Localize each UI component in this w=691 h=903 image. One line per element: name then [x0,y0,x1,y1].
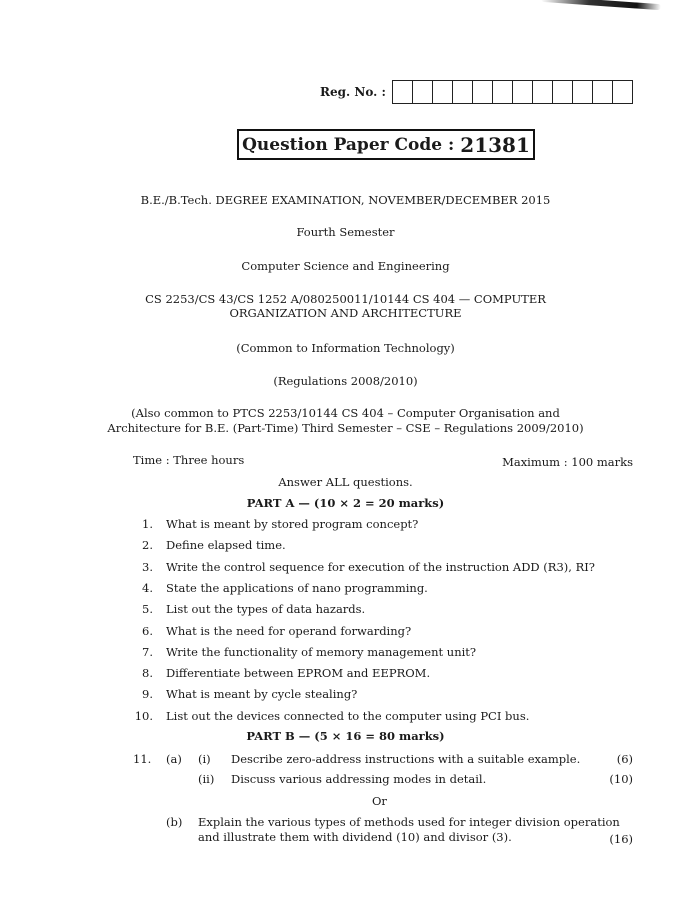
question-text: Write the control sequence for execution of the instruction ADD (R3), RI? [166,559,595,574]
reg-box [613,81,632,103]
question-number: 6. [142,623,153,638]
question-text: What is the need for operand forwarding? [166,623,412,638]
time: Time : Three hours [133,453,245,467]
regulations: (Regulations 2008/2010) [273,374,418,388]
question-number: 2. [142,538,153,553]
reg-label: Reg. No. : [320,85,386,99]
department: Computer Science and Engineering [241,259,450,273]
question-number: 1. [142,517,153,531]
question-number: 10. [134,708,153,723]
question-number: 8. [142,666,153,681]
question-text: What is meant by stored program concept? [166,517,419,531]
subject-line-1: CS 2253/CS 43/CS 1252 A/080250011/10144 CS 404 — COMPUTER [145,292,546,306]
question-number: 5. [142,602,153,617]
reg-box [553,81,573,103]
reg-box [473,81,493,103]
code-value: 21381 [460,132,530,157]
q11-a-i-label: (i) [198,752,211,766]
reg-box [453,81,473,103]
question-text: List out the devices connected to the computer using PCI bus. [166,708,530,723]
q11-b-marks: (16) [609,832,633,846]
max-marks: Maximum : 100 marks [502,455,633,469]
q11-a-ii-text: Discuss various addressing modes in detail. [231,772,487,786]
reg-box [433,81,453,103]
reg-box [573,81,593,103]
question-text: List out the types of data hazards. [166,602,366,617]
q11-a-label: (a) [166,752,182,766]
reg-boxes [392,80,633,104]
q11-number: 11. [133,752,152,766]
subject-line-2: ORGANIZATION AND ARCHITECTURE [229,306,462,320]
also-common-line-1: (Also common to PTCS 2253/10144 CS 404 – Computer Organisation and [131,406,560,420]
question-paper-code-box [237,129,535,160]
q11-a-i-marks: (6) [616,752,633,766]
instruction: Answer ALL questions. [278,475,413,489]
part-a-title: PART A — (10 × 2 = 20 marks) [246,496,445,510]
reg-box [513,81,533,103]
question-number: 3. [142,559,153,574]
part-b-title: PART B — (5 × 16 = 80 marks) [246,729,445,743]
reg-box [413,81,433,103]
question-text: What is meant by cycle stealing? [166,687,358,702]
q11-b-text-line-1: Explain the various types of methods used for integer division operation [198,815,620,829]
q11-b-text-line-2: and illustrate them with dividend (10) and divisor (3). [198,830,512,844]
question-text: State the applications of nano programming. [166,580,428,595]
reg-box [593,81,613,103]
common-note: (Common to Information Technology) [236,341,455,355]
question-number: 9. [142,687,153,702]
question-text: Define elapsed time. [166,538,286,553]
question-text: Differentiate between EPROM and EEPROM. [166,666,431,681]
exam-title: B.E./B.Tech. DEGREE EXAMINATION, NOVEMBER/DECEMBER 2015 [140,193,551,207]
code-label: Question Paper Code : [242,134,455,155]
semester: Fourth Semester [296,225,395,239]
q11-a-ii-marks: (10) [609,772,633,786]
question-number: 7. [142,644,153,659]
q11-b-label: (b) [166,815,183,829]
question-number: 4. [142,580,153,595]
reg-box [533,81,553,103]
also-common-line-2: Architecture for B.E. (Part-Time) Third Semester – CSE – Regulations 2009/2010) [107,421,584,435]
or-separator: Or [372,794,387,808]
q11-a-i-text: Describe zero-address instructions with a suitable example. [231,752,581,766]
question-text: Write the functionality of memory management unit? [166,644,477,659]
registration-number [320,80,633,104]
scan-artifact [541,0,661,10]
reg-box [493,81,513,103]
q11-a-ii-label: (ii) [198,772,215,786]
reg-box [393,81,413,103]
